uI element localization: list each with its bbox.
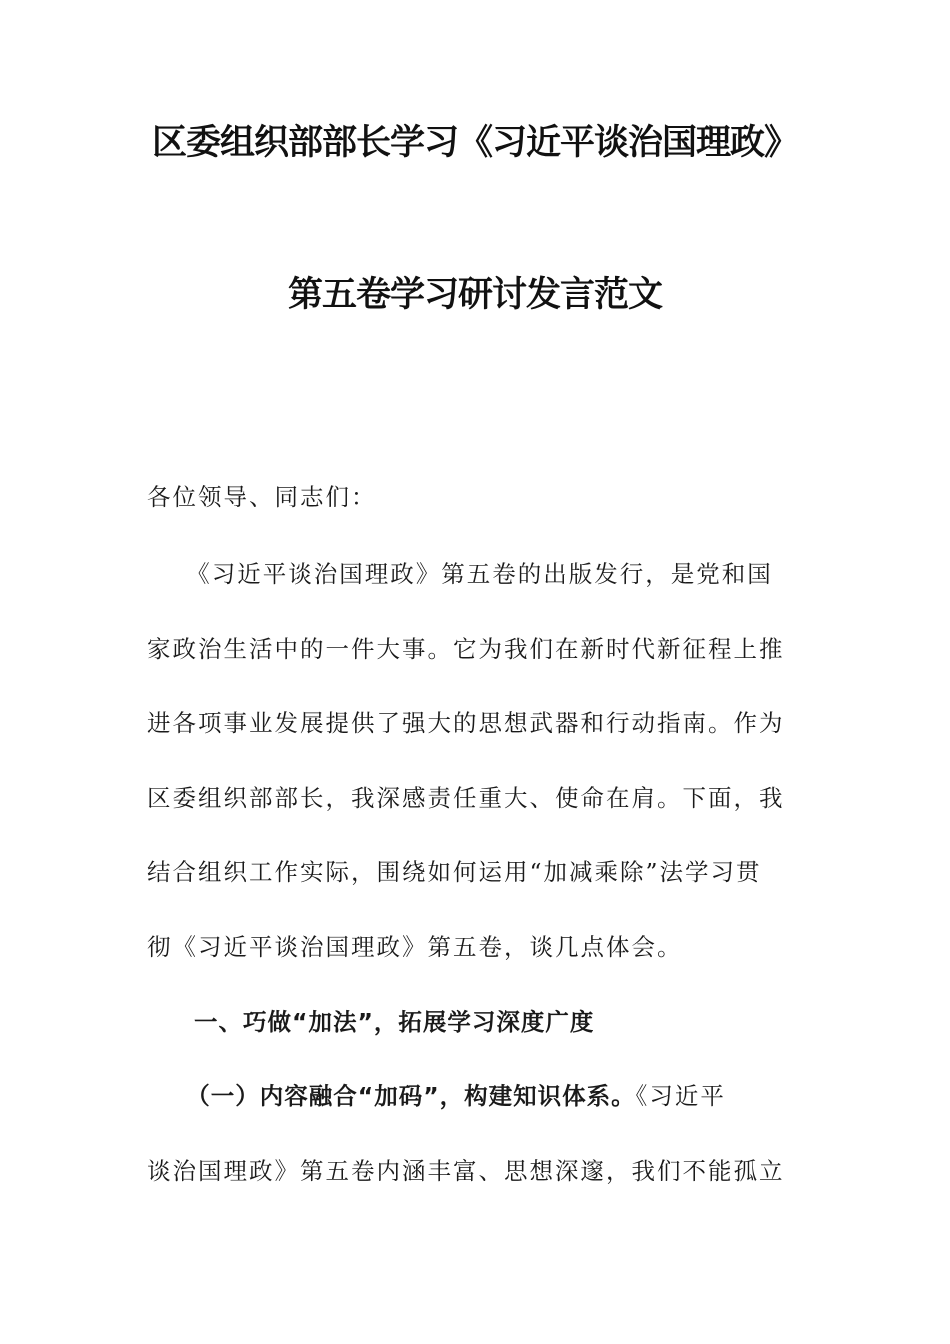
paragraph-1 [147,537,787,984]
paragraph-1-line: 进各项事业发展提供了强大的思想武器和行动指南。作为 [147,709,785,737]
paragraph-2 [147,1059,787,1208]
paragraph-2-line [147,1059,787,1134]
paragraph-1-line: 彻《习近平谈治国理政》第五卷，谈几点体会。 [147,932,683,961]
paragraph-1-line: 《习近平谈治国理政》第五卷的出版发行，是党和国 [147,560,773,588]
paragraph-1-line: 区委组织部部长，我深感责任重大、使命在肩。下面，我 [147,783,785,812]
document-title-line-2: 第五卷学习研讨发言范文 [287,275,662,315]
paragraph-1-line: 家政治生活中的一件大事。它为我们在新时代新征程上推 [147,634,785,663]
document-title-line-1: 区委组织部部长学习《习近平谈治国理政》 [151,123,798,163]
section-heading-1: 一、巧做“加法”，拓展学习深度广度 [194,1008,595,1036]
paragraph-2-line: 谈治国理政》第五卷内涵丰富、思想深邃，我们不能孤立 [147,1156,785,1185]
paragraph-2-text: 《习近平 [635,1082,726,1110]
paragraph-1-line: 结合组织工作实际，围绕如何运用“加减乘除”法学习贯 [147,858,762,886]
salutation: 各位领导、同志们： [147,483,377,511]
subsection-heading-1: （一）内容融合“加码”，构建知识体系。 [198,1082,636,1110]
